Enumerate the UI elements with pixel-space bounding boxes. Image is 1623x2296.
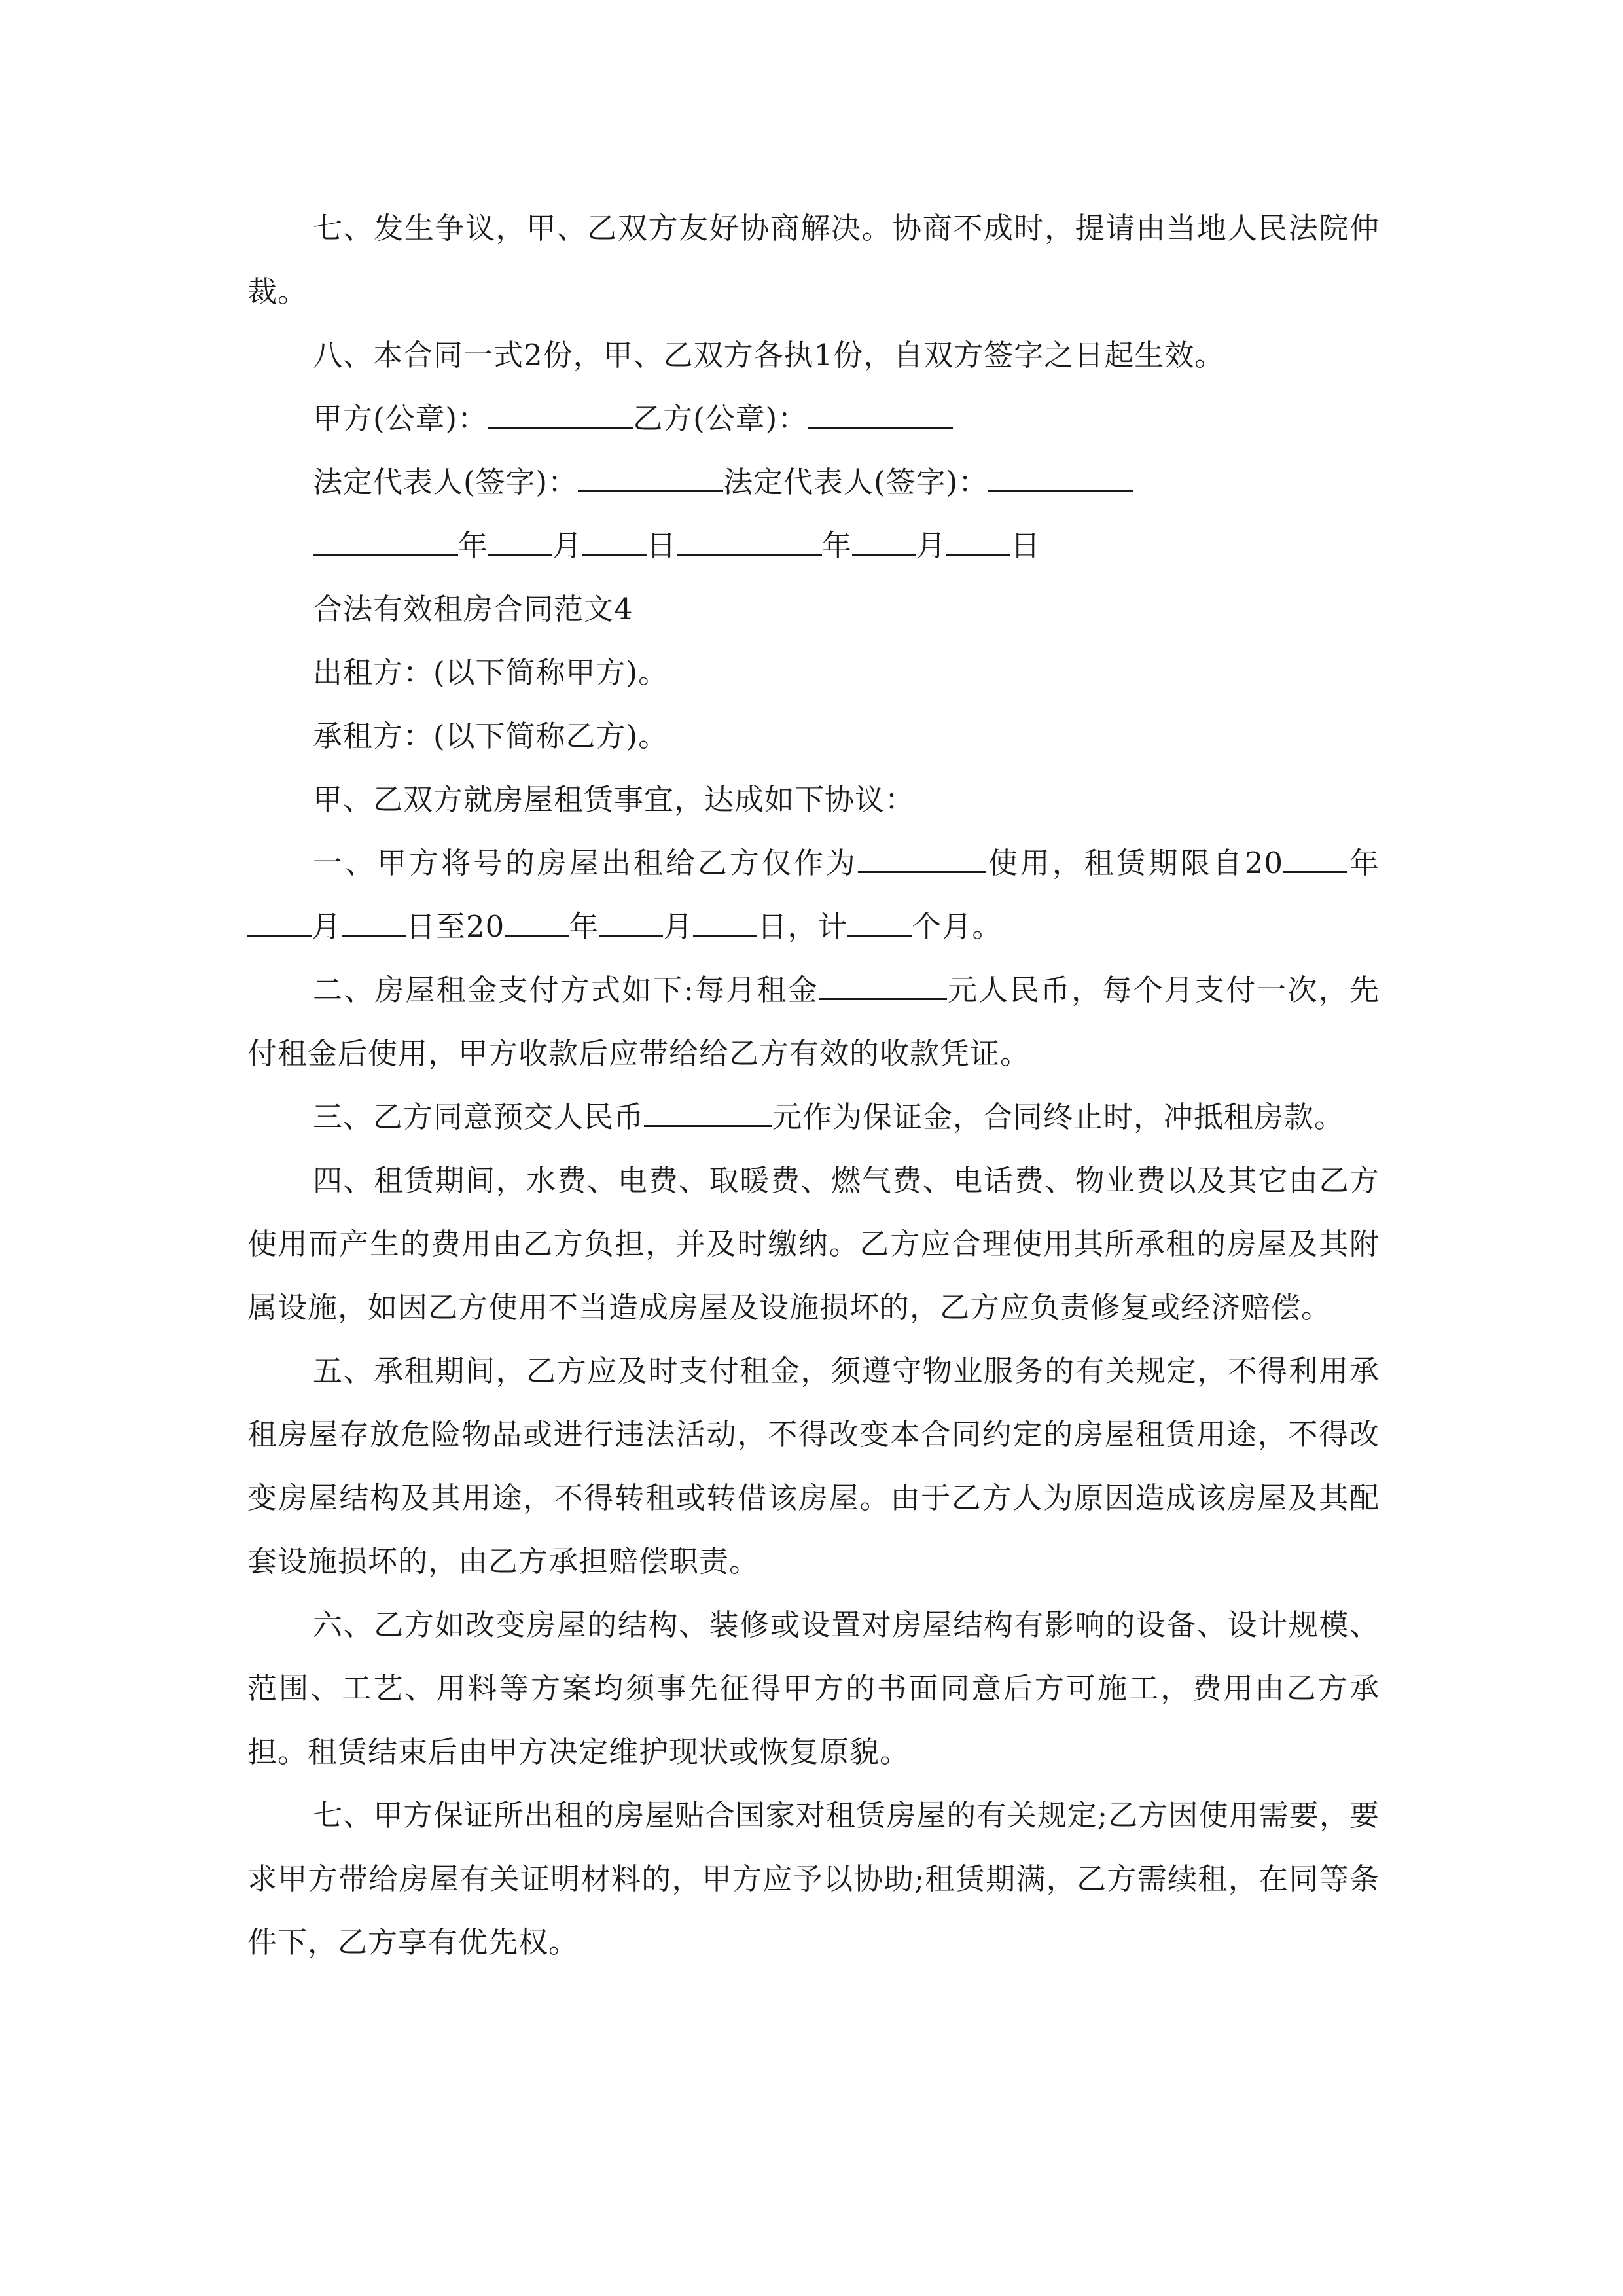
clause-5-text: 五、承租期间，乙方应及时支付租金，须遵守物业服务的有关规定，不得利用承租房屋存放危险物品或进行违法活动，不得改变本合同约定的房屋租赁用途，不得改变房屋结构及其用途，不得转租或转借该房屋。由于乙方人为原因造成该房屋及其配套设施损坏的，由乙方承担赔偿职责。 (247, 1354, 1380, 1579)
party-a-seal-label: 甲方(公章)： (313, 401, 488, 436)
date-b-month-blank (852, 520, 916, 556)
clause-1-text-h: 日，计 (757, 909, 848, 944)
party-b-rep-blank (988, 456, 1133, 492)
document-body (247, 196, 1380, 1974)
clause-4-text: 四、租赁期间，水费、电费、取暖费、燃气费、电话费、物业费以及其它由乙方使用而产生的费用由乙方负担，并及时缴纳。乙方应合理使用其所承租的房屋及其附属设施，如因乙方使用不当造成房屋及设施损坏的，乙方应负责修复或经济赔偿。 (247, 1163, 1380, 1325)
clause-1-text-c: 年 (1347, 846, 1380, 880)
start-month-blank (247, 901, 312, 937)
signature-rep-line (247, 450, 1380, 514)
start-day-blank (342, 901, 406, 937)
date-a-year-blank (313, 520, 458, 556)
clause-7-guarantee (247, 1784, 1380, 1974)
party-a-rep-blank (578, 456, 723, 492)
signature-date-line (247, 514, 1380, 577)
section-title (247, 577, 1380, 641)
agreement-intro-text: 甲、乙双方就房屋租赁事宜，达成如下协议： (313, 782, 916, 817)
agreement-intro (247, 768, 1380, 831)
clause-6-text: 六、乙方如改变房屋的结构、装修或设置对房屋结构有影响的设备、设计规模、范围、工艺、用料等方案均须事先征得甲方的书面同意后方可施工，费用由乙方承担。租赁结束后由甲方决定维护现状或恢复原貌。 (247, 1607, 1380, 1769)
section-title-text: 合法有效租房合同范文4 (313, 592, 633, 626)
clause-copies (247, 323, 1380, 387)
lessee-line (247, 704, 1380, 768)
clause-1-text-e: 日至20 (406, 909, 505, 944)
clause-5-obligations (247, 1339, 1380, 1593)
months-blank (847, 901, 912, 937)
party-a-rep-label: 法定代表人(签字)： (313, 465, 579, 499)
lessee-text: 承租方：(以下简称乙方)。 (313, 719, 669, 753)
party-b-seal-blank (808, 393, 953, 429)
clause-2-text-b: 元人民币，每个月支付一次，先付租金后使用，甲方收款后应带给给乙方有效的收款凭证。 (247, 973, 1380, 1071)
date-b-month-label: 月 (916, 528, 947, 563)
clause-dispute-text: 七、发生争议，甲、乙双方友好协商解决。协商不成时，提请由当地人民法院仲裁。 (247, 211, 1380, 309)
clause-1-text-g: 月 (663, 909, 694, 944)
date-b-year-blank (677, 520, 822, 556)
end-day-blank (693, 901, 757, 937)
date-a-year-label: 年 (458, 528, 489, 563)
party-a-seal-blank (488, 393, 633, 429)
date-a-month-blank (488, 520, 552, 556)
party-b-rep-label: 法定代表人(签字)： (723, 465, 989, 499)
clause-3-deposit (247, 1085, 1380, 1149)
date-b-day-label: 日 (1010, 528, 1041, 563)
clause-7-text: 七、甲方保证所出租的房屋贴合国家对租赁房屋的有关规定;乙方因使用需要，要求甲方带给房屋有关证明材料的，甲方应予以协助;租赁期满，乙方需续租，在同等条件下，乙方享有优先权。 (247, 1798, 1380, 1960)
end-year-blank (505, 901, 569, 937)
date-b-day-blank (946, 520, 1010, 556)
start-year-blank (1283, 837, 1347, 873)
clause-6-alterations (247, 1593, 1380, 1784)
clause-dispute (247, 196, 1380, 323)
deposit-blank (644, 1091, 772, 1127)
date-a-day-label: 日 (647, 528, 677, 563)
usage-blank (858, 837, 986, 873)
monthly-rent-blank (819, 964, 947, 1000)
end-month-blank (599, 901, 663, 937)
date-b-year-label: 年 (822, 528, 853, 563)
clause-3-text-b: 元作为保证金，合同终止时，冲抵租房款。 (772, 1100, 1345, 1134)
clause-copies-text: 八、本合同一式2份，甲、乙双方各执1份，自双方签字之日起生效。 (313, 338, 1225, 372)
signature-seal-line (247, 387, 1380, 450)
clause-3-text-a: 三、乙方同意预交人民币 (313, 1100, 645, 1134)
party-b-seal-label: 乙方(公章)： (633, 401, 808, 436)
date-a-month-label: 月 (552, 528, 583, 563)
clause-1-text-b: 使用，租赁期限自20 (986, 846, 1283, 880)
clause-1-term (247, 831, 1380, 958)
clause-1-text-f: 年 (569, 909, 599, 944)
clause-2-rent (247, 958, 1380, 1085)
clause-1-text-i: 个月。 (912, 909, 1003, 944)
clause-1-text-d: 月 (312, 909, 342, 944)
lessor-text: 出租方：(以下简称甲方)。 (313, 655, 669, 690)
lessor-line (247, 641, 1380, 704)
clause-2-text-a: 二、房屋租金支付方式如下:每月租金 (313, 973, 819, 1007)
clause-1-text-a: 一、甲方将号的房屋出租给乙方仅作为 (313, 846, 858, 880)
clause-4-fees (247, 1149, 1380, 1339)
date-a-day-blank (582, 520, 647, 556)
